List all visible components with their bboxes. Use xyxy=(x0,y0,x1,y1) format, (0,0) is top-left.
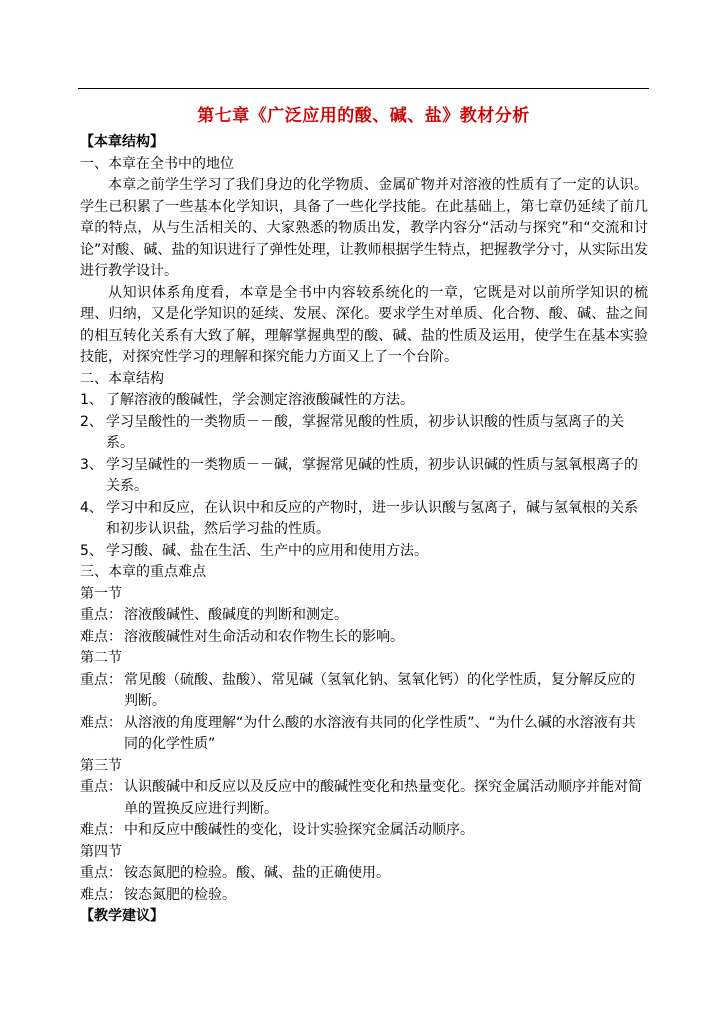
list-text: 学习中和反应，在认识中和反应的产物时，进一步认识酸与氢离子，碱与氢氧根的关系和初步认识盐，然后学习盐的性质。 xyxy=(106,499,638,537)
key-label: 重点： xyxy=(80,865,122,881)
key-text: 铵态氮肥的检验。酸、碱、盐的正确使用。 xyxy=(124,865,390,881)
heading-key-points: 三、本章的重点难点 xyxy=(80,564,206,580)
key-label: 重点： xyxy=(80,779,122,795)
difficulty-text: 铵态氮肥的检验。 xyxy=(124,886,236,903)
section-2-label: 第二节 xyxy=(80,650,122,666)
list-item xyxy=(80,541,648,563)
section-heading-structure: 【本章结构】 xyxy=(80,134,164,150)
difficulty-label: 难点： xyxy=(80,822,122,838)
difficulty-row xyxy=(80,627,648,649)
list-text: 学习酸、碱、盐在生活、生产中的应用和使用方法。 xyxy=(106,542,428,559)
difficulty-label: 难点： xyxy=(80,886,122,903)
page-title: 第七章《广泛应用的酸、碱、盐》教材分析 xyxy=(197,106,530,126)
section-3-label: 第三节 xyxy=(80,757,122,774)
heading-structure: 二、本章结构 xyxy=(80,370,164,387)
key-point-row xyxy=(80,670,648,713)
list-text: 了解溶液的酸碱性，学会测定溶液酸碱性的方法。 xyxy=(106,392,414,408)
paragraph-2: 从知识体系角度看，本章是全书中内容较系统化的一章，它既是对以前所学知识的梳理、归纳，又是化学知识的延续、发展、深化。要求学生对单质、化合物、酸、碱、盐之间的相互转化关系有大致了解，理解掌握典型的酸、碱、盐的性质及运用，使学生在基本实验技能，对探究性学习的理解和探究能力方面又上了一个台阶。 xyxy=(80,284,648,365)
list-number: 4、 xyxy=(80,499,103,516)
difficulty-label: 难点： xyxy=(80,714,122,731)
difficulty-text: 中和反应中酸碱性的变化，设计实验探究金属活动顺序。 xyxy=(124,822,474,838)
document-body xyxy=(80,132,648,928)
list-number: 1、 xyxy=(80,392,103,408)
list-item xyxy=(80,390,648,412)
difficulty-text: 从溶液的角度理解“为什么酸的水溶液有共同的化学性质”、“为什么碱的水溶液有共同的化学性质” xyxy=(124,714,636,752)
list-number: 3、 xyxy=(80,456,103,473)
list-item xyxy=(80,455,648,498)
header-rule xyxy=(78,88,649,89)
list-text: 学习呈碱性的一类物质－－碱，掌握常见碱的性质，初步认识碱的性质与氢氧根离子的关系。 xyxy=(106,456,638,494)
section-heading-teaching: 【教学建议】 xyxy=(80,908,164,924)
heading-position: 一、本章在全书中的地位 xyxy=(80,155,234,172)
list-number: 5、 xyxy=(80,542,103,559)
key-point-row xyxy=(80,777,648,820)
key-text: 认识酸碱中和反应以及反应中的酸碱性变化和热量变化。探究金属活动顺序并能对简单的置换反应进行判断。 xyxy=(124,779,642,817)
difficulty-row xyxy=(80,820,648,842)
list-item xyxy=(80,412,648,455)
section-1-label: 第一节 xyxy=(80,585,122,602)
key-point-row xyxy=(80,863,648,885)
difficulty-row xyxy=(80,885,648,907)
list-text: 学习呈酸性的一类物质－－酸，掌握常见酸的性质，初步认识酸的性质与氢离子的关系。 xyxy=(106,413,624,451)
list-item xyxy=(80,498,648,541)
list-number: 2、 xyxy=(80,413,103,430)
key-text: 常见酸（硫酸、盐酸）、常见碱（氢氧化钠、氢氧化钙）的化学性质，复分解反应的判断。 xyxy=(124,671,635,709)
key-text: 溶液酸碱性、酸碱度的判断和测定。 xyxy=(124,607,348,623)
key-point-row xyxy=(80,605,648,627)
key-label: 重点： xyxy=(80,607,122,623)
key-label: 重点： xyxy=(80,671,122,688)
difficulty-label: 难点： xyxy=(80,628,122,645)
paragraph-1: 本章之前学生学习了我们身边的化学物质、金属矿物并对溶液的性质有了一定的认识。学生已积累了一些基本化学知识，具备了一些化学技能。在此基础上，第七章仍延续了前几章的特点，从与生活相关的、大家熟悉的物质出发，教学内容分“活动与探究”和“交流和讨论”对酸、碱、盐的知识进行了弹性处理，让教师根据学生特点，把握教学分寸，从实际出发进行教学设计。 xyxy=(80,177,648,279)
difficulty-row xyxy=(80,713,648,756)
difficulty-text: 溶液酸碱性对生命活动和农作物生长的影响。 xyxy=(124,628,404,645)
section-4-label: 第四节 xyxy=(80,843,122,860)
